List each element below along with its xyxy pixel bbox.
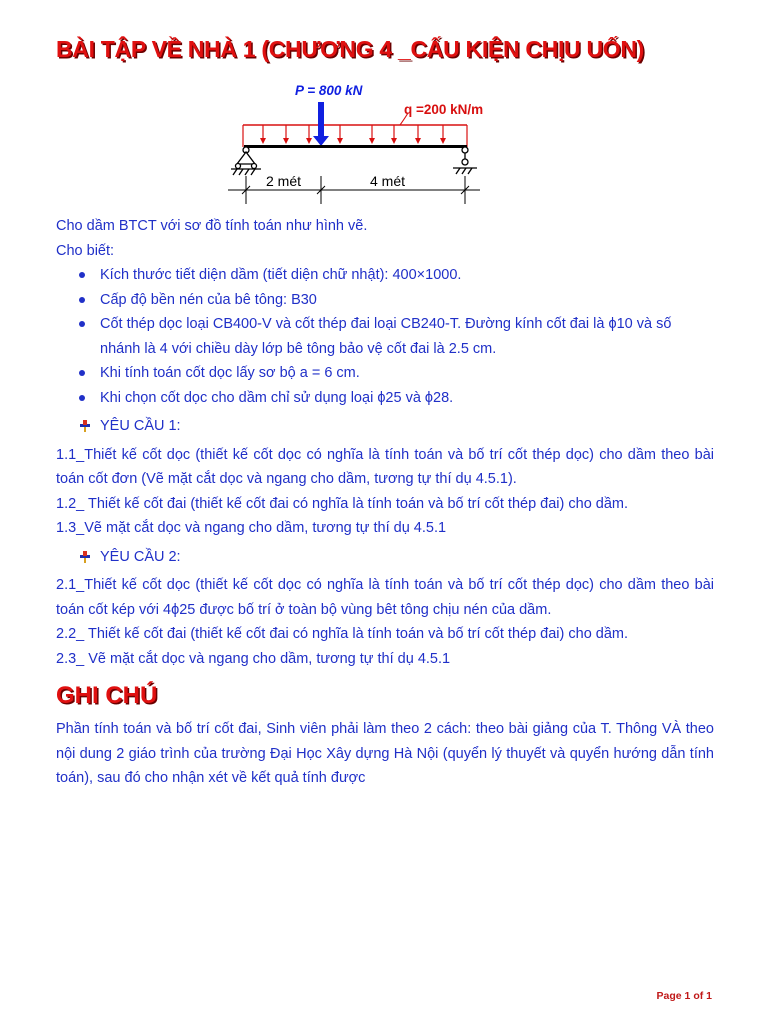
requirement-item: 2.3_ Vẽ mặt cắt dọc và ngang cho dầm, tương tự thí dụ 4.5.1	[56, 650, 451, 667]
page-title: BÀI TẬP VỀ NHÀ 1 (CHƯƠNG 4 _CẤU KIỆN CHỊU UỐN)	[56, 36, 645, 62]
distributed-load-label: q =200 kN/m	[404, 102, 484, 117]
distributed-load	[243, 113, 467, 147]
note-heading: GHI CHÚ	[56, 682, 158, 709]
requirement-heading: YÊU CẦU 1:	[56, 414, 714, 439]
point-load-label: P = 800 kN	[295, 83, 363, 98]
intro-line: Cho biết:	[56, 242, 115, 259]
list-item: Kích thước tiết diện dầm (tiết diện chữ nhật): 400×1000.	[100, 263, 714, 288]
requirement-item: 1.2_ Thiết kế cốt đai (thiết kế cốt đai có nghĩa là tính toán và bố trí cốt thép đai) cho dầm.	[56, 495, 629, 512]
right-roller-support	[453, 147, 477, 174]
beam	[244, 145, 467, 148]
pushpin-icon	[78, 419, 92, 433]
requirement-item: 1.1_Thiết kế cốt dọc (thiết kế cốt dọc có nghĩa là tính toán và bố trí cốt thép dọc) cho dầm theo bài toán cốt đơn (Vẽ mặt cắt dọc và ngang cho dầm, tương tự thí dụ 4.5.1).	[56, 446, 714, 487]
requirement-heading: YÊU CẦU 2:	[56, 545, 714, 570]
intro-line: Cho dầm BTCT với sơ đồ tính toán như hình vẽ.	[56, 218, 368, 234]
beam-diagram	[222, 80, 512, 210]
page-number: Page 1 of 1	[656, 990, 712, 1002]
pushpin-icon	[78, 550, 92, 564]
document-body	[56, 214, 714, 791]
span-left-label: 2 mét	[266, 173, 302, 189]
note-text: Phần tính toán và bố trí cốt đai, Sinh viên phải làm theo 2 cách: theo bài giảng của T. Thông VÀ theo nội dung 2 giáo trình của trường Đại Học Xây dựng Hà Nội (quyển lý thuyết và quyển hướng dẫn tính toán), sau đó cho nhận xét về kết quả tính được	[56, 721, 714, 786]
span-right-label: 4 mét	[370, 173, 406, 189]
list-item: Khi tính toán cốt dọc lấy sơ bộ a = 6 cm.	[100, 361, 714, 386]
list-item: Khi chọn cốt dọc cho dầm chỉ sử dụng loại ϕ25 và ϕ28.	[100, 386, 714, 411]
left-pin-support	[231, 147, 261, 175]
requirement-item: 1.3_Vẽ mặt cắt dọc và ngang cho dầm, tương tự thí dụ 4.5.1	[56, 520, 447, 536]
list-item: Cấp độ bền nén của bê tông: B30	[100, 288, 714, 313]
list-item: Cốt thép dọc loại CB400-V và cốt thép đai loại CB240-T. Đường kính cốt đai là ϕ10 và số nhánh là 4 với chiều dày lớp bê tông bảo vệ cốt đai là 2.5 cm.	[100, 312, 714, 361]
requirement-item: 2.1_Thiết kế cốt dọc (thiết kế cốt dọc có nghĩa là tính toán và bố trí cốt thép dọc) cho dầm theo bài toán cốt kép với 4ϕ25 được bố trí ở toàn bộ vùng bêt tông chịu nén của dầm.	[56, 577, 714, 618]
requirement-item: 2.2_ Thiết kế cốt đai (thiết kế cốt đai có nghĩa là tính toán và bố trí cốt thép đai) cho dầm.	[56, 626, 629, 642]
givens-list	[56, 263, 714, 410]
point-load-arrow	[313, 102, 329, 146]
